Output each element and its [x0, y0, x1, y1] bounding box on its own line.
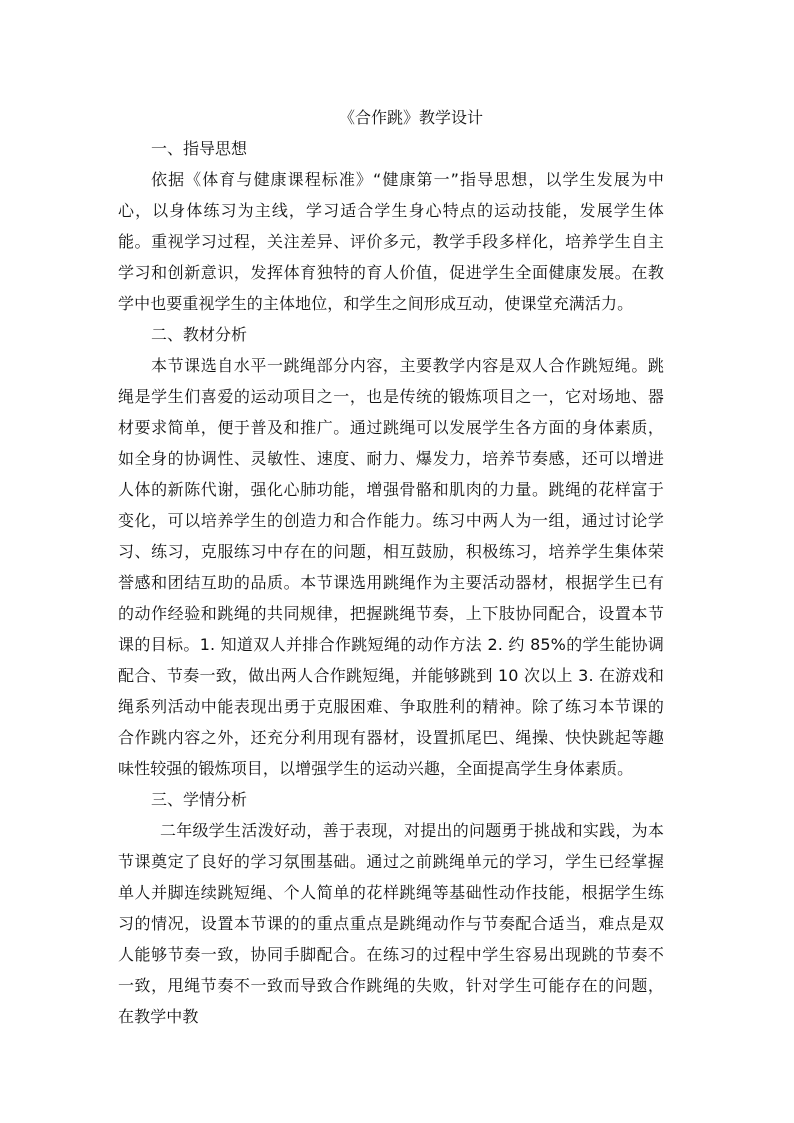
- section-material-analysis: [118, 319, 664, 784]
- section-student-analysis: [118, 784, 664, 1032]
- section-heading: 三、学情分析: [151, 790, 248, 809]
- section-heading: 二、教材分析: [151, 325, 248, 344]
- section-paragraph: 依据《体育与健康课程标准》“健康第一”指导思想，以学生发展为中心，以身体练习为主线，学习适合学生身心特点的运动技能，发展学生体能。重视学习过程，关注差异、评价多元，教学手段多样化，培养学生自主学习和创新意识，发挥体育独特的育人价值，促进学生全面健康发展。在教学中也要重视学生的主体地位，和学生之间形成互动，使课堂充满活力。: [118, 170, 664, 313]
- section-paragraph: 二年级学生活泼好动，善于表现，对提出的问题勇于挑战和实践，为本节课奠定了良好的学习氛围基础。通过之前跳绳单元的学习，学生已经掌握单人并脚连续跳短绳、个人简单的花样跳绳等基础性动作技能，根据学生练习的情况，设置本节课的的重点重点是跳绳动作与节奏配合适当，难点是双人能够节奏一致，协同手脚配合。在练习的过程中学生容易出现跳的节奏不一致，甩绳节奏不一致而导致合作跳绳的失败，针对学生可能存在的问题，在教学中教: [118, 821, 664, 1026]
- section-paragraph: 本节课选自水平一跳绳部分内容，主要教学内容是双人合作跳短绳。跳绳是学生们喜爱的运动项目之一，也是传统的锻炼项目之一，它对场地、器材要求简单，便于普及和推广。通过跳绳可以发展学生各方面的身体素质，如全身的协调性、灵敏性、速度、耐力、爆发力，培养节奏感，还可以增进人体的新陈代谢，强化心肺功能，增强骨骼和肌肉的力量。跳绳的花样富于变化，可以培养学生的创造力和合作能力。练习中两人为一组，通过讨论学习、练习，克服练习中存在的问题，相互鼓励，积极练习，培养学生集体荣誉感和团结互助的品质。本节课选用跳绳作为主要活动器材，根据学生已有的动作经验和跳绳的共同规律，把握跳绳节奏，上下肢协同配合，设置本节课的目标。1. 知道双人并排合作跳短绳的动作方法 2. 约 85%的学生能协调配合、节奏一致，做出两人合作跳短绳，并能够跳到 10 次以上 3. 在游戏和绳系列活动中能表现出勇于克服困难、争取胜利的精神。除了练习本节课的合作跳内容之外，还充分利用现有器材，设置抓尾巴、绳操、快快跳起等趣味性较强的锻炼项目，以增强学生的运动兴趣，全面提高学生身体素质。: [118, 356, 664, 778]
- section-guiding-ideology: [118, 133, 664, 319]
- document-page: [118, 102, 664, 1032]
- document-title: 《合作跳》教学设计: [338, 108, 483, 127]
- section-heading: 一、指导思想: [151, 139, 248, 158]
